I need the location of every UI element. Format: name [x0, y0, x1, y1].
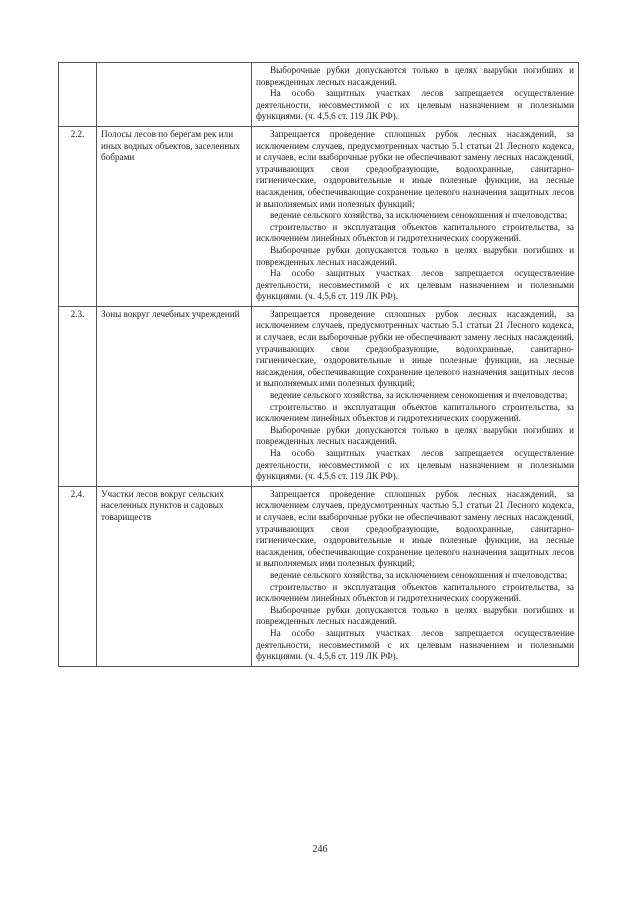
restriction-paragraph: ведение сельского хозяйства, за исключением сенокошения и пчеловодства; [270, 569, 568, 580]
restrictions-cell [252, 63, 579, 127]
category-name-cell: Зоны вокруг лечебных учреждений [97, 306, 252, 486]
category-name-cell: Участки лесов вокруг сельских населенных пунктов и садовых товариществ [97, 486, 252, 666]
restrictions-cell [252, 126, 579, 306]
row-number-cell: 2.3. [59, 306, 97, 486]
restriction-paragraph: Запрещается проведение сплошных рубок лесных насаждений, за исключением случаев, предусмотренных частью 5.1 статьи 21 Лесного кодекса, и случаев, если выборочные рубки не обеспечивают замену лесных насаждений, утрачивающих свои средообразующие, водоохранные, санитарно-гигиенические, оздоровительные и иные полезные функции, на лесные насаждения, обеспечивающие сохранение целевого назначения защитных лесов и выполняемых ими полезных функций; [256, 128, 574, 209]
table-row [59, 486, 579, 666]
restriction-paragraph: На особо защитных участках лесов запрещается осуществление деятельности, несовместимой с их целевым назначением и полезными функциями. (ч. 4,5,6 ст. 119 ЛК РФ). [256, 268, 574, 302]
restriction-paragraph: строительство и эксплуатация объектов капитального строительства, за исключением линейных объектов и гидротехнических сооружений. [256, 581, 574, 604]
restrictions-cell [252, 306, 579, 486]
page-number: 246 [312, 844, 328, 855]
restriction-paragraph: Выборочные рубки допускаются только в целях вырубки погибших и поврежденных лесных насаждений. [256, 244, 574, 267]
restriction-paragraph: На особо защитных участках лесов запрещается осуществление деятельности, несовместимой с их целевым назначением и полезными функциями. (ч. 4,5,6 ст. 119 ЛК РФ). [256, 88, 574, 122]
category-name-cell: Полосы лесов по берегам рек или иных водных объектов, заселенных бобрами [97, 126, 252, 306]
restriction-paragraph: Выборочные рубки допускаются только в целях вырубки погибших и поврежденных лесных насаждений. [256, 604, 574, 627]
restriction-paragraph: Запрещается проведение сплошных рубок лесных насаждений, за исключением случаев, предусмотренных частью 5.1 статьи 21 Лесного кодекса, и случаев, если выборочные рубки не обеспечивают замену лесных насаждений, утрачивающих свои средообразующие, водоохранные, санитарно-гигиенические, оздоровительные и иные полезные функции, на лесные насаждения, обеспечивающие сохранение целевого назначения защитных лесов и выполняемых ими полезных функций; [256, 308, 574, 389]
document-page [58, 62, 578, 667]
row-number-cell: 2.2. [59, 126, 97, 306]
restriction-paragraph: Выборочные рубки допускаются только в целях вырубки погибших и поврежденных лесных насаждений. [256, 65, 574, 87]
restriction-paragraph: строительство и эксплуатация объектов капитального строительства, за исключением линейных объектов и гидротехнических сооружений. [256, 401, 574, 424]
restriction-paragraph: строительство и эксплуатация объектов капитального строительства, за исключением линейных объектов и гидротехнических сооружений. [256, 221, 574, 244]
row-number-cell [59, 63, 97, 127]
table-row [59, 306, 579, 486]
restriction-paragraph: На особо защитных участках лесов запрещается осуществление деятельности, несовместимой с их целевым назначением и полезными функциями. (ч. 4,5,6 ст. 119 ЛК РФ). [256, 627, 574, 662]
restriction-paragraph: На особо защитных участках лесов запрещается осуществление деятельности, несовместимой с их целевым назначением и полезными функциями. (ч. 4,5,6 ст. 119 ЛК РФ). [256, 448, 574, 482]
restriction-paragraph: ведение сельского хозяйства, за исключением сенокошения и пчеловодства; [270, 210, 568, 221]
category-name-cell [97, 63, 252, 127]
regulations-table [58, 62, 579, 667]
restriction-paragraph: Запрещается проведение сплошных рубок лесных насаждений, за исключением случаев, предусмотренных частью 5.1 статьи 21 Лесного кодекса, и случаев, если выборочные рубки не обеспечивают замену лесных насаждений, утрачивающих свои средообразующие, водоохранные, санитарно-гигиенические, оздоровительные и иные полезные функции, на лесные насаждения, обеспечивающие сохранение целевого назначения защитных лесов и выполняемых ими полезных функций; [256, 488, 574, 569]
table-row [59, 126, 579, 306]
table-row [59, 63, 579, 127]
restriction-paragraph: Выборочные рубки допускаются только в целях вырубки погибших и поврежденных лесных насаждений. [256, 424, 574, 447]
row-number-cell: 2.4. [59, 486, 97, 666]
restriction-paragraph: ведение сельского хозяйства, за исключением сенокошения и пчеловодства; [270, 390, 568, 401]
restrictions-cell [252, 486, 579, 666]
